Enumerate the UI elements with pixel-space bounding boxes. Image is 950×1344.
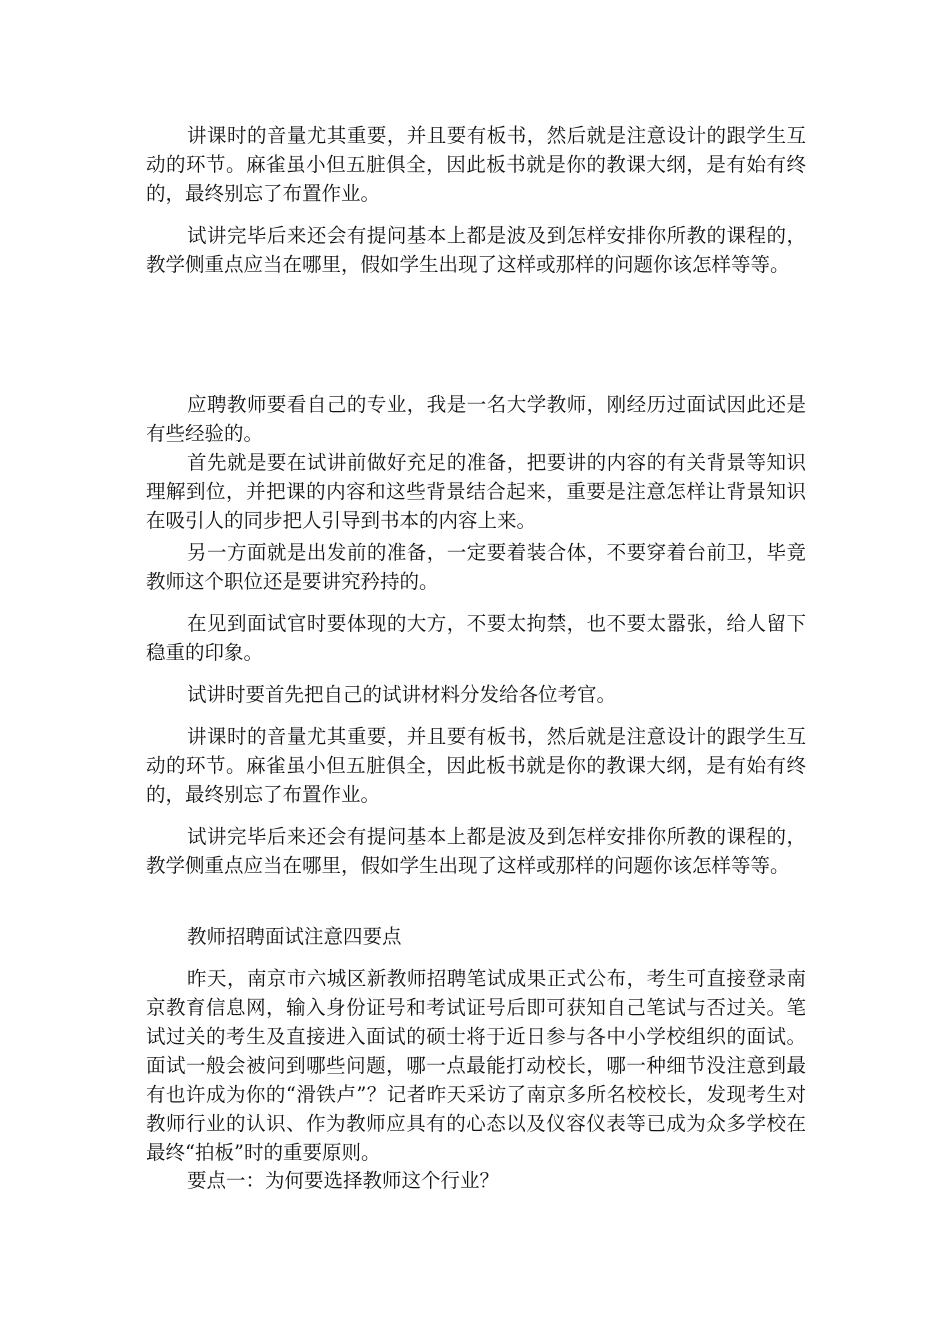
paragraph-post-lecture-questions: 试讲完毕后来还会有提问基本上都是波及到怎样安排你所教的课程的，教学侧重点应当在哪里，假如学生出现了这样或那样的问题你该怎样等等。 — [146, 224, 806, 276]
paragraph-distribute-materials: 试讲时要首先把自己的试讲材料分发给各位考官。 — [187, 683, 617, 706]
paragraph-applying-teacher: 应聘教师要看自己的专业，我是一名大学教师，刚经历过面试因此还是有些经验的。 — [146, 393, 806, 445]
section-heading: 教师招聘面试注意四要点 — [187, 925, 402, 948]
paragraph-lecture-volume-repeat: 讲课时的音量尤其重要，并且要有板书，然后就是注意设计的跟学生互动的环节。麻雀虽小但五脏俱全，因此板书就是你的教课大纲，是有始有终的，最终别忘了布置作业。 — [146, 725, 806, 806]
paragraph-post-lecture-questions-repeat: 试讲完毕后来还会有提问基本上都是波及到怎样安排你所教的课程的，教学侧重点应当在哪里，假如学生出现了这样或那样的问题你该怎样等等。 — [146, 825, 806, 877]
paragraph-prepare-lecture: 首先就是要在试讲前做好充足的准备，把要讲的内容的有关背景等知识理解到位，并把课的内容和这些背景结合起来，重要是注意怎样让背景知识在吸引人的同步把人引导到书本的内容上来。 — [146, 451, 806, 532]
paragraph-meeting-interviewer: 在见到面试官时要体现的大方，不要太拘禁，也不要太嚣张，给人留下稳重的印象。 — [146, 612, 806, 664]
paragraph-dress-preparation: 另一方面就是出发前的准备，一定要着装合体，不要穿着台前卫，毕竟教师这个职位还是要讲究矜持的。 — [146, 541, 806, 593]
paragraph-nanjing-recruitment: 昨天，南京市六城区新教师招聘笔试成果正式公布，考生可直接登录南京教育信息网，输入身份证号和考试证号后即可获知自己笔试与否过关。笔试过关的考生及直接进入面试的硕士将于近日参与各中小学校组织的面试。面试一般会被问到哪些问题，哪一点最能打动校长，哪一种细节没注意到最有也许成为你的“滑铁卢”？记者昨天采访了南京多所名校校长，发现考生对教师行业的认识、作为教师应具有的心态以及仪容仪表等已成为众多学校在最终“拍板”时的重要原则。 — [146, 967, 806, 1164]
paragraph-lecture-volume: 讲课时的音量尤其重要，并且要有板书，然后就是注意设计的跟学生互动的环节。麻雀虽小但五脏俱全，因此板书就是你的教课大纲，是有始有终的，最终别忘了布置作业。 — [146, 124, 806, 205]
point-one-heading: 要点一：为何要选择教师这个行业？ — [187, 1169, 500, 1192]
